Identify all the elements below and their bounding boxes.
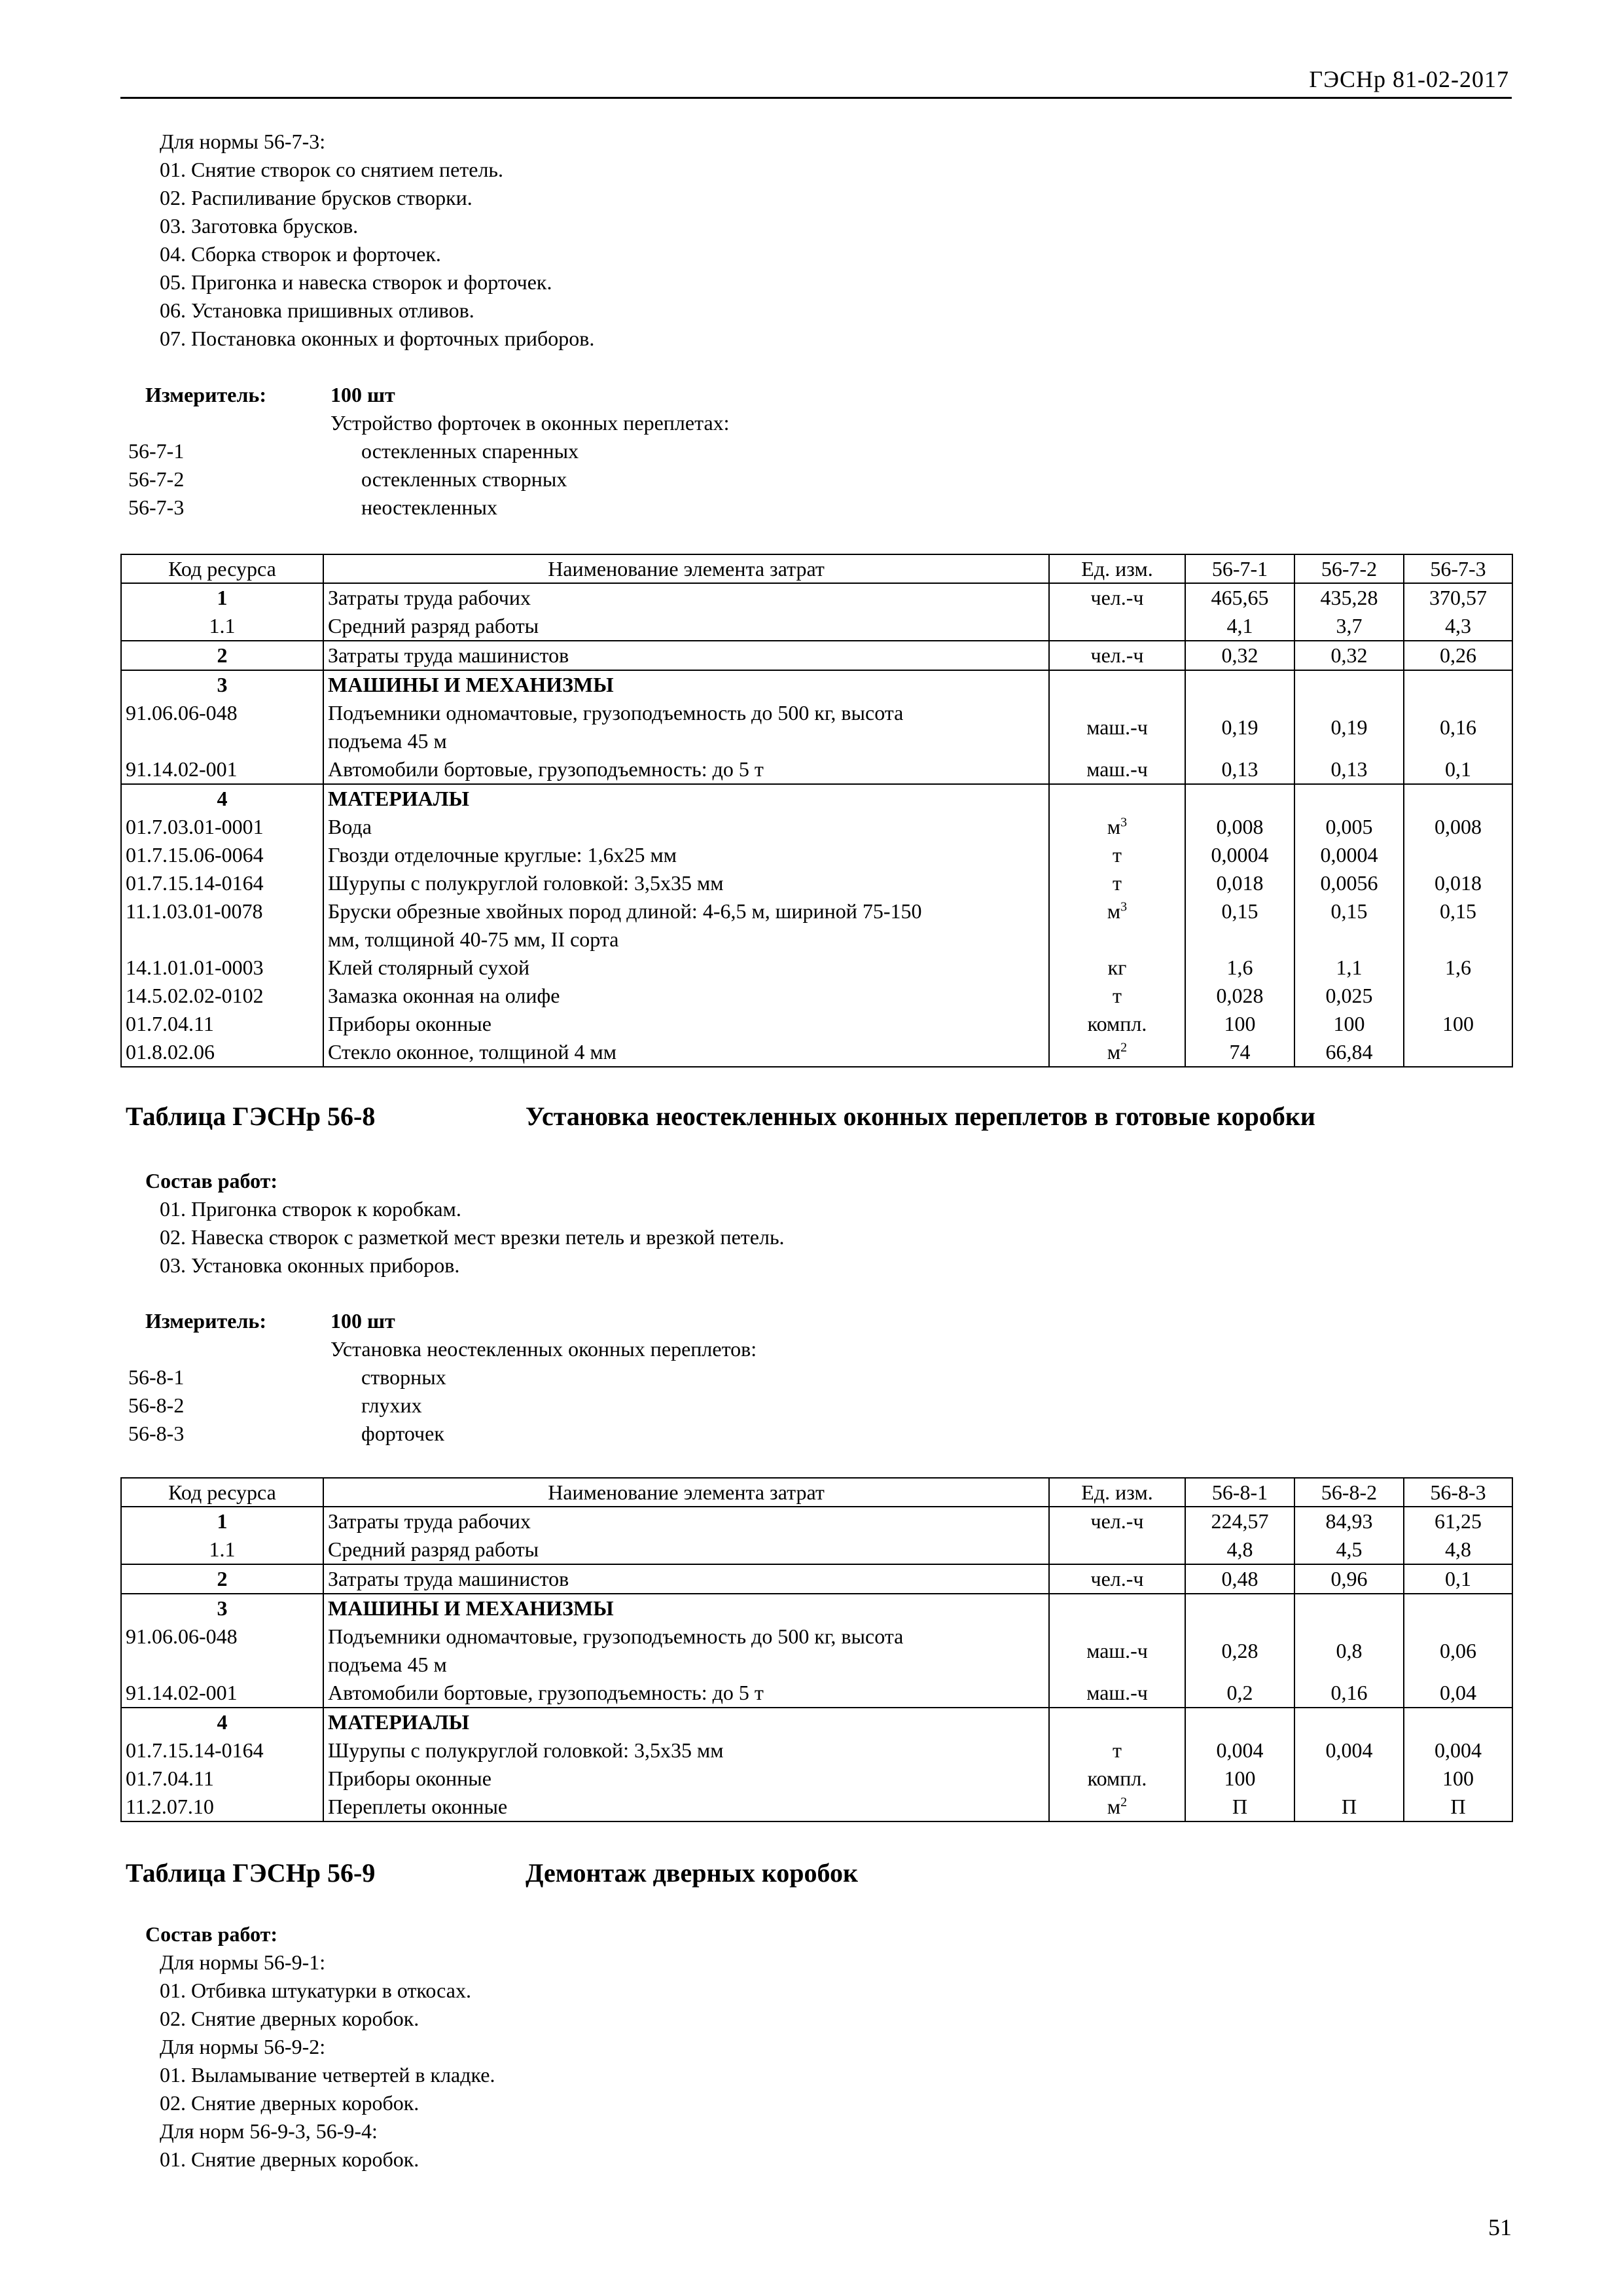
table-row: 01.7.04.11 Приборы оконные компл. 100 100 [121,1765,1512,1793]
work-line: 02. Снятие дверных коробок. [160,2091,419,2115]
table-row: 01.7.04.11 Приборы оконные компл. 100 100 100 [121,1010,1512,1038]
table-row: 4 МАТЕРИАЛЫ [121,784,1512,813]
page-header [120,65,1512,99]
work-line: 01. Отбивка штукатурки в откосах. [160,1979,471,2002]
column-header: Код ресурса [121,1478,323,1507]
work-line: 01. Снятие створок со снятием петель. [160,158,504,181]
norm-code: 56-7-3 [128,495,185,519]
work-line: 04. Сборка створок и форточек. [160,242,441,266]
norm-name: остекленных створных [361,467,567,491]
column-header: 56-8-3 [1404,1478,1512,1507]
table-row: 1 Затраты труда рабочих чел.-ч 224,57 84,93 61,25 [121,1507,1512,1535]
table-header-row [121,554,1512,583]
table-title: Демонтаж дверных коробок [526,1858,859,1888]
table-row: 3 МАШИНЫ И МЕХАНИЗМЫ [121,1594,1512,1623]
norm-name: глухих [361,1393,422,1417]
work-line: Для нормы 56-9-1: [160,1950,326,1974]
works-label: Состав работ: [145,1169,278,1193]
table-row: 4 МАТЕРИАЛЫ [121,1708,1512,1736]
norm-name: створных [361,1365,446,1389]
works-label: Состав работ: [145,1922,278,1946]
norm-code: 56-8-2 [128,1393,185,1417]
table-row: 01.8.02.06 Стекло оконное, толщиной 4 мм $м^2$ 74 66,84 [121,1038,1512,1067]
column-header: Ед. изм. [1049,1478,1185,1507]
column-header: 56-7-1 [1185,554,1294,583]
work-line: 05. Пригонка и навеска створок и форточек. [160,270,552,294]
page-number: 51 [1488,2214,1512,2240]
table-title: Установка неостекленных оконных переплетов в готовые коробки [526,1102,1315,1131]
resource-table-56-8 [120,1477,1513,1822]
work-line: Для нормы 56-9-2: [160,2035,326,2058]
table-row: 2 Затраты труда машинистов чел.-ч 0,32 0,32 0,26 [121,641,1512,670]
table-label: Таблица ГЭСНр 56-8 [126,1102,376,1131]
column-header: Наименование элемента затрат [323,554,1049,583]
table-row: 91.14.02-001 Автомобили бортовые, грузоподъемность: до 5 т маш.-ч 0,2 0,16 0,04 [121,1679,1512,1708]
table-row: 3 МАШИНЫ И МЕХАНИЗМЫ [121,670,1512,699]
table-row: 01.7.15.06-0064 Гвозди отделочные круглые: 1,6х25 мм т 0,0004 0,0004 [121,841,1512,869]
table-row: 14.5.02.02-0102 Замазка оконная на олифе т 0,028 0,025 [121,982,1512,1010]
table-row: 11.2.07.10 Переплеты оконные $м^2$ П П П [121,1793,1512,1821]
table-row: 1.1 Средний разряд работы 4,1 3,7 4,3 [121,612,1512,641]
norm-code: 56-7-2 [128,467,185,491]
column-header: Код ресурса [121,554,323,583]
table-row: 91.06.06-048 Подъемники одномачтовые, грузоподъемность до 500 кг, высота подъема 45 м маш.-ч 0,19 0,19 0,16 [121,699,1512,755]
table-row: 11.1.03.01-0078 Бруски обрезные хвойных пород длиной: 4-6,5 м, шириной 75-150 мм, толщиной 40-75 мм, II сорта $м^3$ 0,15 0,15 0,15 [121,897,1512,954]
table-row: 91.06.06-048 Подъемники одномачтовые, грузоподъемность до 500 кг, высота подъема 45 м маш.-ч 0,28 0,8 0,06 [121,1623,1512,1679]
norm-code: 56-8-1 [128,1365,185,1389]
work-line: 03. Заготовка брусков. [160,214,359,238]
meter-label: Измеритель: [145,1309,266,1333]
norm-code: 56-8-3 [128,1422,185,1445]
table-row: 1 Затраты труда рабочих чел.-ч 465,65 435,28 370,57 [121,583,1512,612]
group-title: Установка неостекленных оконных переплетов: [330,1337,757,1361]
work-line: 07. Постановка оконных и форточных приборов. [160,327,595,350]
table-row: 01.7.15.14-0164 Шурупы с полукруглой головкой: 3,5х35 мм т 0,004 0,004 0,004 [121,1736,1512,1765]
work-line: 01. Пригонка створок к коробкам. [160,1197,461,1221]
work-line: 01. Выламывание четвертей в кладке. [160,2063,495,2087]
norm-name: остекленных спаренных [361,439,579,463]
document-code: ГЭСНр 81-02-2017 [1309,66,1509,92]
meter-value: 100 шт [330,383,395,406]
table-row: 14.1.01.01-0003 Клей столярный сухой кг 1,6 1,1 1,6 [121,954,1512,982]
group-title: Устройство форточек в оконных переплетах: [330,411,730,435]
norm-name: неостекленных [361,495,497,519]
work-line: 01. Снятие дверных коробок. [160,2147,419,2171]
column-header: 56-7-2 [1294,554,1404,583]
work-line: 06. Установка пришивных отливов. [160,298,474,322]
column-header: Ед. изм. [1049,554,1185,583]
column-header: 56-8-2 [1294,1478,1404,1507]
table-row: 1.1 Средний разряд работы 4,8 4,5 4,8 [121,1535,1512,1564]
norm-name: форточек [361,1422,444,1445]
work-line: 02. Навеска створок с разметкой мест врезки петель и врезкой петель. [160,1225,785,1249]
meter-value: 100 шт [330,1309,395,1333]
meter-label: Измеритель: [145,383,266,406]
work-line: 02. Снятие дверных коробок. [160,2007,419,2030]
column-header: Наименование элемента затрат [323,1478,1049,1507]
work-line: Для норм 56-9-3, 56-9-4: [160,2119,378,2143]
table-row: 91.14.02-001 Автомобили бортовые, грузоподъемность: до 5 т маш.-ч 0,13 0,13 0,1 [121,755,1512,784]
work-line: 03. Установка оконных приборов. [160,1253,460,1277]
column-header: 56-8-1 [1185,1478,1294,1507]
table-label: Таблица ГЭСНр 56-9 [126,1858,376,1888]
table-row: 2 Затраты труда машинистов чел.-ч 0,48 0,96 0,1 [121,1564,1512,1594]
table-row: 01.7.03.01-0001 Вода $м^3$ 0,008 0,005 0,008 [121,813,1512,841]
table-header-row [121,1478,1512,1507]
column-header: 56-7-3 [1404,554,1512,583]
work-line: 02. Распиливание брусков створки. [160,186,473,209]
resource-table-56-7 [120,554,1513,1067]
work-line: Для нормы 56-7-3: [160,130,326,153]
norm-code: 56-7-1 [128,439,185,463]
table-row: 01.7.15.14-0164 Шурупы с полукруглой головкой: 3,5х35 мм т 0,018 0,0056 0,018 [121,869,1512,897]
